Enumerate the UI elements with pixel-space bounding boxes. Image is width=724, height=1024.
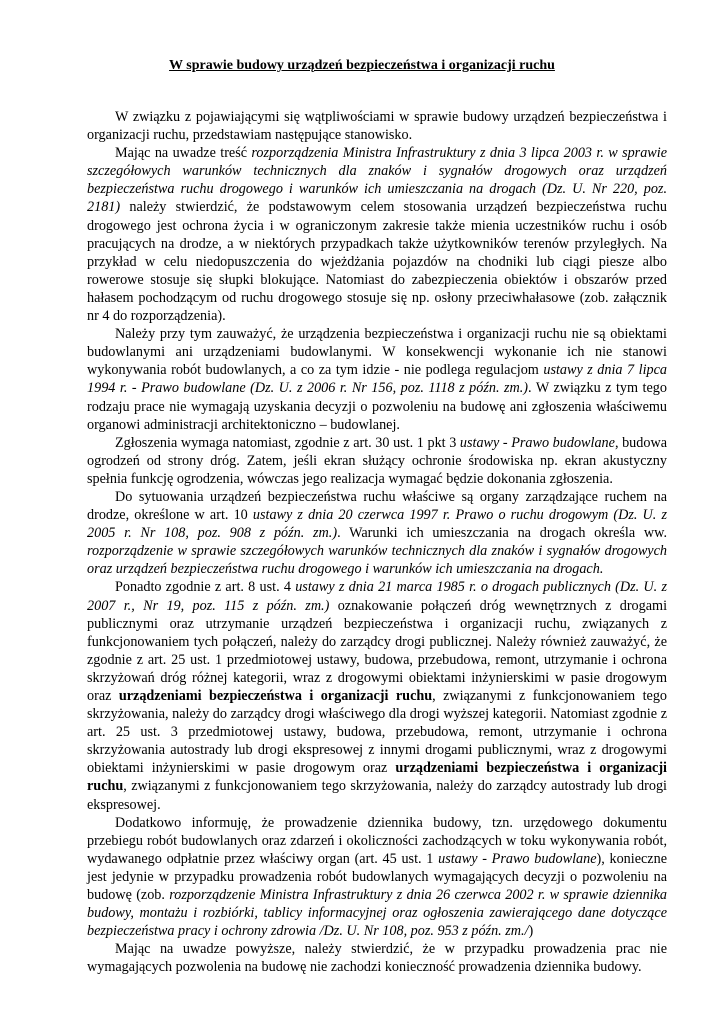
paragraph-7 (87, 814, 667, 941)
paragraph-5-text-1: Do sytuowania urządzeń bezpieczeństwa ruchu właściwe są organy zarządzające ruchem na drodze, określone w art. 10 (87, 488, 667, 524)
paragraph-6-text-2: oznakowanie połączeń dróg wewnętrznych z drogami publicznymi oraz utrzymanie urządzeń bezpieczeństwa i organizacji ruchu, związanych z funkcjonowaniem tych połączeń, należy do zarządcy drogi publicznej. Należy również zauważyć, że zgodnie z art. 25 ust. 1 przedmiotowej ustawy, budowa, przebudowa, remont, utrzymanie i ochrona skrzyżowań dróg różnej kategorii, wraz z drogowymi obiektami inżynierskimi w pasie drogowym oraz (87, 597, 668, 704)
paragraph-2 (87, 144, 667, 325)
paragraph-5 (87, 488, 667, 578)
paragraph-3 (87, 325, 667, 434)
paragraph-6-text-1: Ponadto zgodnie z art. 8 ust. 4 (115, 579, 296, 596)
paragraph-7-citation-2: rozporządzenie Ministra Infrastruktury z dnia 26 czerwca 2002 r. w sprawie dziennika budowy, montażu i rozbiórki, tablicy informacyjnej oraz ogłoszenia zawierającego dane dotyczące bezpieczeństwa pracy i ochrony zdrowia /Dz. U. Nr 108, poz. 953 z późn. zm./ (87, 887, 667, 940)
document-title: W sprawie budowy urządzeń bezpieczeństwa i organizacji ruchu (169, 58, 555, 73)
paragraph-3-text-1: Należy przy tym zauważyć, że urządzenia bezpieczeństwa i organizacji ruchu nie są obiektami budowlanymi ani urządzeniami budowlanymi. W konsekwencji wykonanie ich nie stanowi wykonywania robót budowlanych, a co za tym idzie - nie podlega regulacjom (87, 326, 667, 379)
paragraph-5-citation-2: rozporządzenie w sprawie szczegółowych warunków technicznych dla znaków i sygnałów drogowych oraz urządzeń bezpieczeństwa ruchu drogowego i warunków ich umieszczania na drogach. (87, 543, 667, 578)
paragraph-6-text-4: , związanymi z funkcjonowaniem tego skrzyżowania, należy do zarządcy autostrady lub drogi ekspresowej. (87, 778, 667, 813)
paragraph-5-citation-1: ustawy z dnia 20 czerwca 1997 r. Prawo o ruchu drogowym (Dz. U. z 2005 r. Nr 108, poz. 908 z późn. zm.) (87, 507, 667, 542)
paragraph-2-text-2: należy stwierdzić, że podstawowym celem stosowania urządzeń bezpieczeństwa ruchu drogowego jest ochrona życia i w ograniczonym zakresie także mienia uczestników ruchu i osób pracujących na drodze, a w niektórych przypadkach także użytkowników terenów przyległych. Na przykład w celu niedopuszczenia do wjeżdżania pojazdów na chodniki lub ciągi piesze albo rowerowe stosuje się słupki blokujące. Natomiast do zabezpieczenia obiektów i obszarów przed hałasem pochodzącym od ruchu drogowego stosuje się np. osłony przeciwhałasowe (zob. załącznik nr 4 do rozporządzenia). (87, 199, 667, 325)
paragraph-4 (87, 434, 667, 488)
paragraph-4-text-1: Zgłoszenia wymaga natomiast, zgodnie z art. 30 ust. 1 pkt 3 (115, 434, 460, 451)
paragraph-6-emphasis-2: urządzeniami bezpieczeństwa i organizacji ruchu (87, 760, 667, 795)
paragraph-3-text-2: . W związku z tym tego rodzaju prace nie wymagają uzyskania decyzji o pozwoleniu na budowę ani zgłoszenia właściwemu organowi administracji architektoniczno – budowlanej. (87, 380, 667, 433)
paragraph-2-citation: rozporządzenia Ministra Infrastruktury z dnia 3 lipca 2003 r. w sprawie szczegółowych warunków technicznych dla znaków i sygnałów drogowych oraz urządzeń bezpieczeństwa ruchu drogowego i warunków ich umieszczania na drogach (Dz. U. Nr 220, poz. 2181) (87, 145, 668, 216)
paragraph-8: Mając na uwadze powyższe, należy stwierdzić, że w przypadku prowadzenia prac nie wymagających pozwolenia na budowę nie zachodzi konieczność prowadzenia dziennika budowy. (87, 941, 667, 976)
paragraph-6-text-3: , związanymi z funkcjonowaniem tego skrzyżowania, należy do zarządcy drogi właściwego dla drogi wyższej kategorii. Natomiast zgodnie z art. 25 ust. 3 przedmiotowej ustawy, budowa, przebudowa, remont, utrzymanie i ochrona skrzyżowania autostrady lub drogi ekspresowej z innymi drogami publicznymi, wraz z drogowymi obiektami inżynierskimi w pasie drogowym oraz (87, 688, 668, 777)
paragraph-1: W związku z pojawiającymi się wątpliwościami w sprawie budowy urządzeń bezpieczeństwa i organizacji ruchu, przedstawiam następujące stanowisko. (87, 109, 667, 144)
paragraph-5-text-2: . Warunki ich umieszczania na drogach określa ww. (337, 525, 667, 542)
paragraph-6 (87, 578, 667, 813)
paragraph-7-text-1: Dodatkowo informuję, że prowadzenie dziennika budowy, tzn. urzędowego dokumentu przebiegu robót budowlanych oraz zdarzeń i okoliczności zachodzących w toku wykonywania robót, wydawanego odpłatnie przez właściwy organ (art. 45 ust. 1 (87, 814, 667, 867)
paragraph-3-citation: ustawy z dnia 7 lipca 1994 r. - Prawo budowlane (Dz. U. z 2006 r. Nr 156, poz. 1118 z późn. zm.) (87, 362, 667, 397)
paragraph-7-text-3: ) (528, 923, 534, 940)
document-body (87, 108, 667, 977)
paragraph-6-emphasis-1: urządzeniami bezpieczeństwa i organizacji ruchu (118, 688, 433, 704)
paragraph-7-citation-1: ustawy - Prawo budowlane (438, 850, 597, 867)
paragraph-7-text-2: ), konieczne jest jedynie w przypadku prowadzenia robót budowlanych wymagających decyzji o pozwoleniu na budowę (zob. (87, 850, 667, 904)
paragraph-2-text-1: Mając na uwadze treść (115, 145, 252, 162)
paragraph-4-citation: ustawy - Prawo budowlane (459, 434, 615, 451)
paragraph-6-citation: ustawy z dnia 21 marca 1985 r. o drogach publicznych (Dz. U. z 2007 r., Nr 19, poz. 115 z późn. zm.) (87, 579, 667, 614)
paragraph-4-text-2: , budowa ogrodzeń od strony dróg. Zatem, jeśli ekran służący ochronie środowiska np. ekran akustyczny spełnia funkcję ogrodzenia, wówczas jego realizacja wymagać będzie dokonania zgłoszenia. (87, 434, 667, 487)
